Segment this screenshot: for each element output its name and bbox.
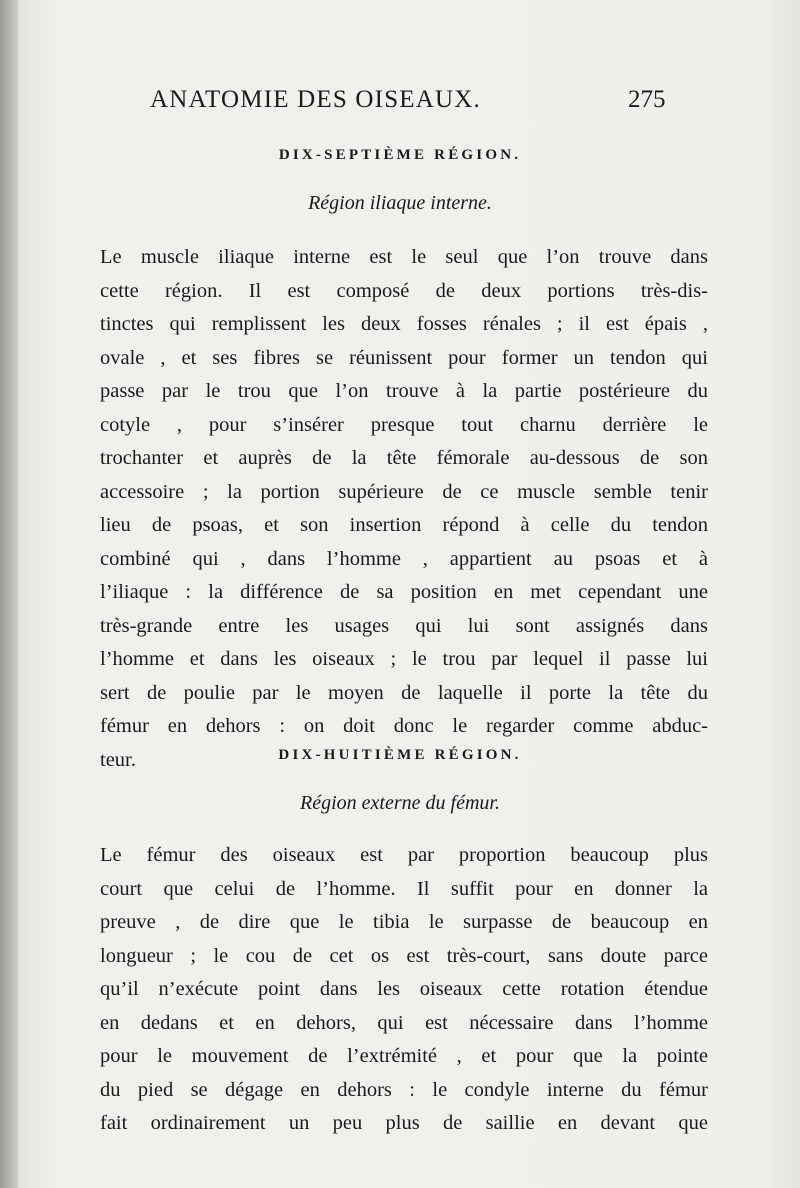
text-line: lieu de psoas, et son insertion répond à celle du tendon — [100, 514, 708, 536]
text-line: très-grande entre les usages qui lui sont assignés dans — [100, 614, 708, 637]
text-line: fait ordinairement un peu plus de saillie en devant que — [100, 1112, 708, 1134]
text-line: tinctes qui remplissent les deux fosses rénales ; il est épais , — [100, 313, 708, 335]
text-line: pour le mouvement de l’extrémité , et pour que la pointe — [100, 1045, 708, 1067]
page-number: 275 — [628, 86, 666, 113]
text-line: passe par le trou que l’on trouve à la partie postérieure du — [100, 380, 708, 402]
section-subheading-18: Région externe du fémur. — [300, 792, 500, 814]
text-line: cette région. Il est composé de deux portions très-dis- — [100, 279, 708, 302]
section-subheading-17: Région iliaque interne. — [308, 192, 492, 214]
section-heading-17: DIX-SEPTIÈME RÉGION. — [278, 147, 522, 163]
text-line: cotyle , pour s’insérer presque tout charnu derrière le — [100, 413, 708, 436]
text-line: ovale , et ses fibres se réunissent pour former un tendon qui — [100, 346, 708, 369]
text-line: accessoire ; la portion supérieure de ce muscle semble tenir — [100, 480, 708, 503]
text-line: court que celui de l’homme. Il suffit pour en donner la — [100, 877, 708, 900]
running-title: ANATOMIE DES OISEAUX. — [150, 86, 481, 113]
paragraph-section-17 — [100, 241, 708, 777]
text-line: fémur en dehors : on doit donc le regarder comme abduc- — [100, 715, 708, 737]
text-line: Le muscle iliaque interne est le seul que l’on trouve dans — [100, 246, 708, 268]
text-line: Le fémur des oiseaux est par proportion beaucoup plus — [100, 844, 708, 866]
text-line: teur. — [100, 748, 136, 771]
text-line: preuve , de dire que le tibia le surpasse de beaucoup en — [100, 911, 708, 933]
text-line: longueur ; le cou de cet os est très-court, sans doute parce — [100, 944, 708, 967]
section-heading-18: DIX-HUITIÈME RÉGION. — [278, 747, 522, 763]
text-line: en dedans et en dehors, qui est nécessaire dans l’homme — [100, 1011, 708, 1034]
book-gutter-shadow — [0, 0, 18, 1188]
text-line: du pied se dégage en dehors : le condyle interne du fémur — [100, 1078, 708, 1101]
text-line: l’iliaque : la différence de sa position en met cependant une — [100, 581, 708, 603]
paragraph-section-18 — [100, 839, 708, 1141]
text-line: qu’il n’exécute point dans les oiseaux cette rotation étendue — [100, 978, 708, 1000]
text-line: sert de poulie par le moyen de laquelle il porte la tête du — [100, 681, 708, 704]
text-line: trochanter et auprès de la tête fémorale au-dessous de son — [100, 447, 708, 469]
text-line: combiné qui , dans l’homme , appartient au psoas et à — [100, 547, 708, 570]
page-header — [150, 86, 690, 120]
text-line: l’homme et dans les oiseaux ; le trou par lequel il passe lui — [100, 648, 708, 670]
